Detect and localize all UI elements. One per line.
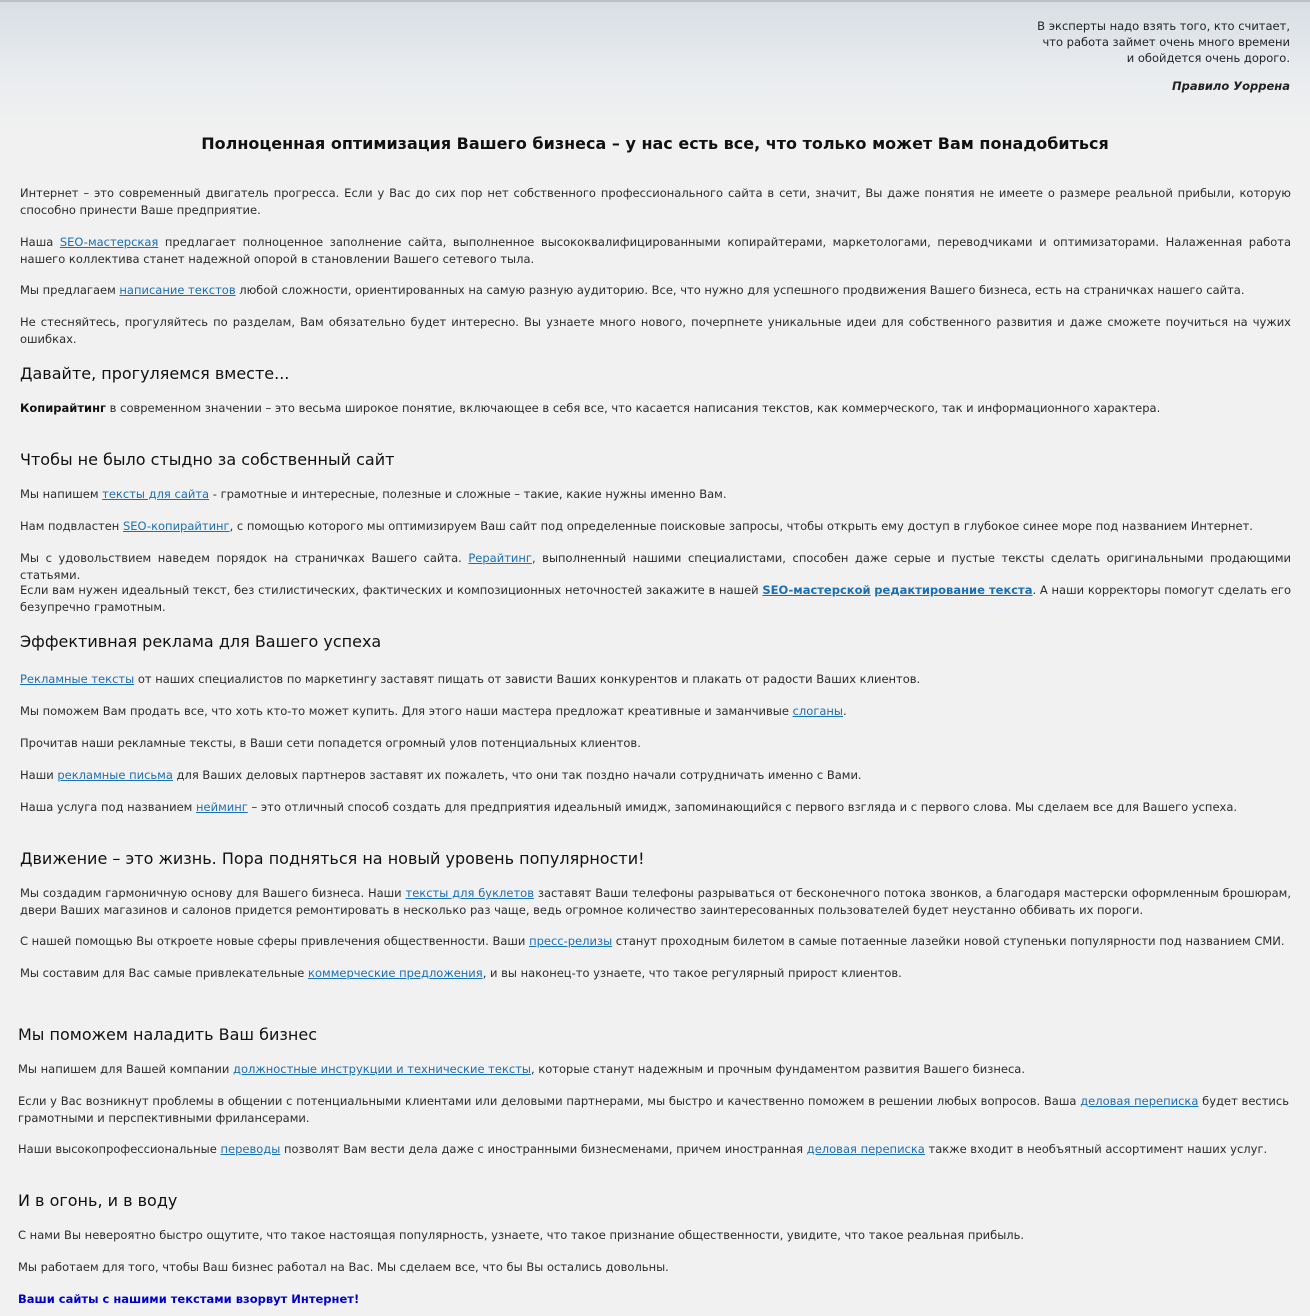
text: Наши высокопрофессиональные: [18, 1142, 221, 1156]
intro-paragraph-1: Интернет – это современный двигатель прогресса. Если у Вас до сих пор нет собственного профессионального сайта в сети, значит, Вы даже понятия не имеете о размере реальной прибыли, которую способно принести Ваше предприятие.: [20, 186, 1291, 217]
copywriting-term: Копирайтинг: [20, 401, 107, 415]
s3-paragraph-3: Прочитав наши рекламные тексты, в Ваши сети попадется огромный улов потенциальных клиентов.: [20, 736, 641, 750]
s2-paragraph-1: [20, 486, 1291, 503]
section-heading-walk: Давайте, прогуляемся вместе...: [20, 364, 290, 383]
section-heading-own-site: Чтобы не было стыдно за собственный сайт: [20, 450, 395, 469]
page-title: Полноценная оптимизация Вашего бизнеса – у нас есть все, что только может Вам понадобиться: [201, 134, 1109, 153]
text: от наших специалистов по маркетингу заставят пищать от зависти Ваших конкурентов и плакать от радости Ваших клиентов.: [134, 672, 921, 686]
text: любой сложности, ориентированных на самую разную аудиторию. Все, что нужно для успешного продвижения Вашего бизнеса, есть на страничках нашего сайта.: [235, 283, 1245, 297]
text: – это отличный способ создать для предприятия идеальный имидж, запоминающийся с первого взгляда и с первого слова. Мы сделаем все для Вашего успеха.: [247, 800, 1238, 814]
text: Мы напишем: [20, 487, 103, 501]
text: Если у Вас возникнут проблемы в общении с потенциальными клиентами или деловыми партнерами, мы быстро и качественно поможем в решении любых вопросов. Ваша: [18, 1094, 1081, 1108]
foreign-correspondence-link[interactable]: деловая переписка: [806, 1142, 925, 1156]
text: Нам подвластен: [20, 519, 123, 533]
text: Мы поможем Вам продать все, что хоть кто-то может купить. Для этого наши мастера предложат креативные и заманчивые: [20, 704, 793, 718]
text: .: [843, 704, 847, 718]
section-heading-advertising: Эффективная реклама для Вашего успеха: [20, 632, 382, 651]
s3-paragraph-1: [20, 671, 1291, 688]
epigraph-line: и обойдется очень дорого.: [1126, 51, 1290, 65]
s3-paragraph-4: [20, 767, 1291, 784]
copywriting-paragraph: [20, 400, 1291, 417]
text: Наша услуга под названием: [20, 800, 197, 814]
text: позволят Вам вести дела даже с иностранными бизнесменами, причем иностранная: [280, 1142, 807, 1156]
text: Мы напишем для Вашей компании: [18, 1062, 234, 1076]
s4-paragraph-2: [20, 933, 1291, 950]
epigraph: [870, 18, 1290, 94]
s6-paragraph-1: С нами Вы невероятно быстро ощутите, что такое настоящая популярность, узнаете, что такое признание общественности, увидите, что такое реальная прибыль.: [18, 1228, 1025, 1242]
s3-paragraph-2: [20, 703, 1291, 720]
s6-paragraph-2: Мы работаем для того, чтобы Ваш бизнес работал на Вас. Мы сделаем все, что бы Вы остались довольны.: [18, 1260, 669, 1274]
text: Мы предлагаем: [20, 283, 120, 297]
text: Мы создадим гармоничную основу для Вашего бизнеса. Наши: [20, 886, 406, 900]
text: для Ваших деловых партнеров заставят их пожалеть, что они так поздно начали сотрудничать именно с Вами.: [172, 768, 862, 782]
epigraph-author: Правило Уоррена: [1171, 79, 1290, 93]
site-texts-link[interactable]: тексты для сайта: [102, 487, 210, 501]
text: Если вам нужен идеальный текст, без стилистических, фактических и композиционных неточностей закажите в нашей: [20, 583, 763, 597]
text-writing-link[interactable]: написание текстов: [119, 283, 236, 297]
ad-texts-link[interactable]: Рекламные тексты: [20, 672, 135, 686]
text: - грамотные и интересные, полезные и сложные – такие, какие нужны именно Вам.: [209, 487, 727, 501]
section-heading-business: Мы поможем наладить Ваш бизнес: [18, 1025, 318, 1044]
text: Мы составим для Вас самые привлекательные: [20, 966, 309, 980]
text: будет вестись грамотными и перспективными фрилансерами.: [18, 1094, 1289, 1125]
intro-paragraph-2: [20, 234, 1291, 267]
ad-letters-link[interactable]: рекламные письма: [57, 768, 173, 782]
commercial-offers-link[interactable]: коммерческие предложения: [308, 966, 483, 980]
seo-workshop-bold-link[interactable]: SEO-мастерской: [762, 583, 871, 597]
rewriting-link[interactable]: Рерайтинг: [468, 551, 532, 565]
text: , которые станут надежным и прочным фундаментом развития Вашего бизнеса.: [531, 1062, 1025, 1076]
text: Наши: [20, 768, 58, 782]
translations-link[interactable]: переводы: [220, 1142, 281, 1156]
instructions-link[interactable]: должностные инструкции и технические тексты: [233, 1062, 531, 1076]
text: , выполненный нашими специалистами, способен даже серые и пустые тексты сделать оригинальными продающими статьями.: [20, 551, 1291, 582]
s5-paragraph-3: [18, 1141, 1289, 1158]
s3-paragraph-5: [20, 799, 1291, 816]
section-heading-fire-water: И в огонь, и в воду: [18, 1191, 178, 1210]
epigraph-line: что работа займет очень много времени: [1042, 35, 1290, 49]
seo-workshop-link[interactable]: SEO-мастерская: [59, 235, 159, 249]
business-correspondence-link[interactable]: деловая переписка: [1080, 1094, 1199, 1108]
booklet-texts-link[interactable]: тексты для буклетов: [405, 886, 534, 900]
text: предлагает полноценное заполнение сайта, выполненное высококвалифицированными копирайтерами, маркетологами, переводчиками и оптимизаторами. Налаженная работа нашего коллектива станет надежной опорой в становлении Вашего сетевого тыла.: [20, 235, 1291, 266]
text-editing-link[interactable]: редактирование текста: [874, 583, 1033, 597]
s4-paragraph-3: [20, 965, 1291, 982]
text: Наша: [20, 235, 60, 249]
s4-paragraph-1: [20, 885, 1291, 918]
final-slogan: Ваши сайты с нашими текстами взорвут Интернет!: [18, 1292, 360, 1306]
seo-copywriting-link[interactable]: SEO-копирайтинг: [122, 519, 230, 533]
slogans-link[interactable]: слоганы: [792, 704, 844, 718]
text: С нашей помощью Вы откроете новые сферы привлечения общественности. Ваши: [20, 934, 530, 948]
text: заставят Ваши телефоны разрываться от бесконечного потока звонков, а благодаря мастерски оформленным брошюрам, двери Ваших магазинов и салонов придется ремонтировать в несколько раз чаще, ведь огромное количество заинтересованных пользователей будет неустанно оббивать их пороги.: [20, 886, 1291, 917]
text: в современном значении – это весьма широкое понятие, включающее в себя все, что касается написания текстов, как коммерческого, так и информационного характера.: [106, 401, 1161, 415]
text: , с помощью которого мы оптимизируем Ваш сайт под определенные поисковые запросы, чтобы открыть ему доступ в глубокое синее море под названием Интернет.: [229, 519, 1253, 533]
epigraph-line: В эксперты надо взять того, кто считает,: [1037, 19, 1290, 33]
s2-paragraph-2: [20, 518, 1291, 535]
text: Мы с удовольствием наведем порядок на страничках Вашего сайта.: [20, 551, 469, 565]
s2-paragraph-4: [20, 582, 1291, 615]
text: станут проходным билетом в самые потаенные лазейки новой ступеньки популярности под названием СМИ.: [612, 934, 1285, 948]
s5-paragraph-2: [18, 1093, 1289, 1126]
intro-paragraph-4: Не стесняйтесь, прогуляйтесь по разделам, Вам обязательно будет интересно. Вы узнаете много нового, почерпнете уникальные идеи для собственного развития и даже сможете поучиться на чужих ошибках.: [20, 315, 1291, 346]
s5-paragraph-1: [18, 1061, 1289, 1078]
press-releases-link[interactable]: пресс-релизы: [529, 934, 613, 948]
naming-link[interactable]: нейминг: [196, 800, 248, 814]
text: также входит в необъятный ассортимент наших услуг.: [924, 1142, 1268, 1156]
intro-paragraph-3: [20, 282, 1291, 299]
text: . А наши корректоры помогут сделать его безупречно грамотным.: [20, 583, 1291, 614]
section-heading-movement: Движение – это жизнь. Пора подняться на новый уровень популярности!: [20, 849, 645, 868]
text: , и вы наконец-то узнаете, что такое регулярный прирост клиентов.: [482, 966, 902, 980]
s2-paragraph-3: [20, 550, 1291, 583]
